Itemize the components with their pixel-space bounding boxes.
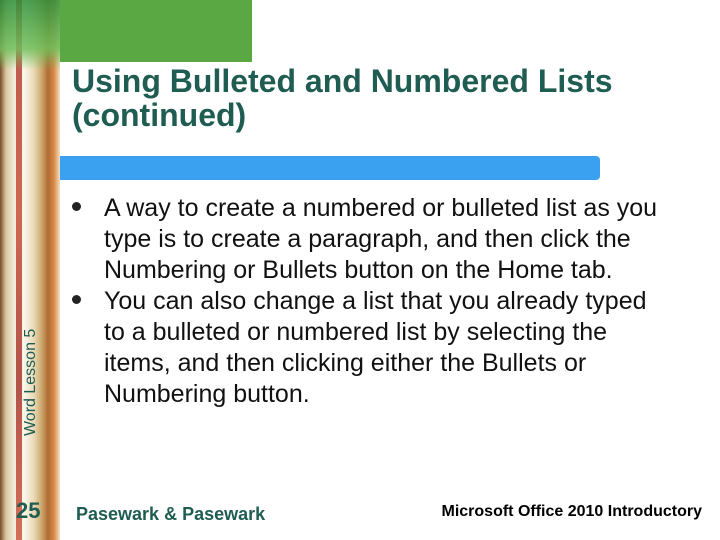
bullet-dot-icon [72,295,81,304]
footer-book-title: Microsoft Office 2010 Introductory [441,503,702,520]
footer-authors: Pasewark & Pasewark [76,504,266,524]
left-red-band [16,0,22,540]
top-green-block [60,0,252,62]
bullet-list [72,193,672,410]
slide-title: Using Bulleted and Numbered Lists (continued) [72,63,613,133]
bullet-item [72,193,672,286]
slide-number: 25 [16,498,41,523]
left-green-tint [0,0,60,70]
bullet-dot-icon [72,202,81,211]
left-decorative-image [0,0,60,540]
title-underline-bar [60,156,600,180]
bullet-item [72,286,672,410]
lesson-vertical-label: Word Lesson 5 [22,328,39,436]
bullet-text: You can also change a list that you already typed to a bulleted or numbered list by selecting the items, and then clicking either the Bullets or Numbering button. [104,287,647,408]
bullet-text: A way to create a numbered or bulleted list as you type is to create a paragraph, and then click the Numbering or Bullets button on the Home tab. [104,194,658,284]
